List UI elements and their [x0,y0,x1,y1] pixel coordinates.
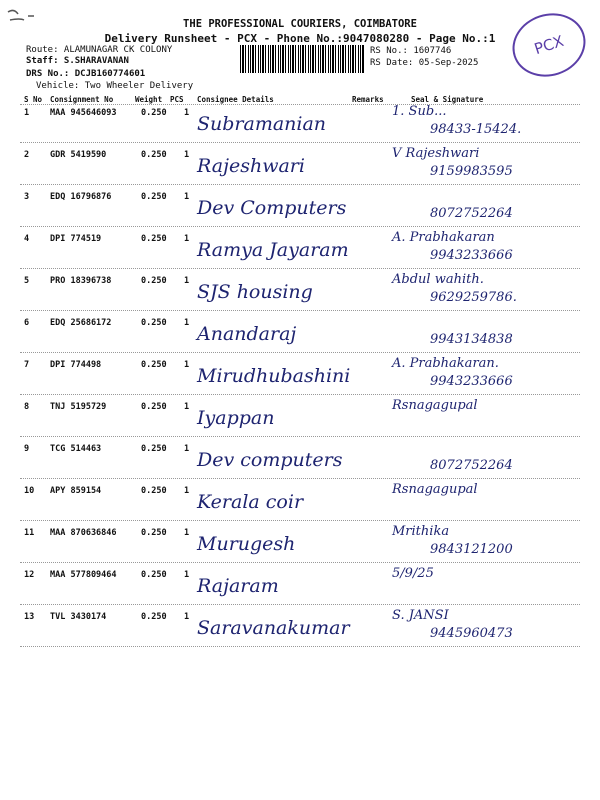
col-remarks: Remarks [352,95,384,104]
col-consignment-no: Consignment No [50,95,114,104]
row-signature: Rsnagagupal [392,398,478,413]
row-pcs: 1 [184,276,190,286]
row-consignment-no: PRO 18396738 [50,276,112,286]
row-signature-phone: 9943134838 [430,332,513,347]
row-consignment-no: MAA 577809464 [50,570,117,580]
row-weight: 0.250 [141,192,167,202]
row-consignee-handwritten: Rajeshwari [197,155,305,177]
row-consignment-no: EDQ 25686172 [50,318,112,328]
row-consignee-handwritten: Kerala coir [197,491,304,513]
row-consignee-handwritten: Subramanian [197,113,327,135]
row-consignment-no: EDQ 16796876 [50,192,112,202]
row-divider [20,394,580,395]
row-signature: Mrithika [392,524,450,539]
row-signature: 5/9/25 [392,566,434,581]
row-signature-phone: 8072752264 [430,458,513,473]
row-divider [20,604,580,605]
row-consignee-handwritten: Dev computers [197,449,343,471]
col-seal-signature: Seal & Signature [411,95,484,104]
row-signature-phone: 98433-15424. [430,122,522,137]
row-consignee-handwritten: SJS housing [197,281,313,303]
row-sno: 9 [24,444,30,454]
row-weight: 0.250 [141,402,167,412]
row-divider [20,436,580,437]
row-pcs: 1 [184,444,190,454]
row-consignee-handwritten: Dev Computers [197,197,347,219]
row-pcs: 1 [184,108,190,118]
row-consignment-no: APY 859154 [50,486,102,496]
row-weight: 0.250 [141,318,167,328]
row-pcs: 1 [184,486,190,496]
row-signature-phone: 8072752264 [430,206,513,221]
col-consignee-details: Consignee Details [197,95,274,104]
row-weight: 0.250 [141,444,167,454]
row-weight: 0.250 [141,570,167,580]
row-consignee-handwritten: Rajaram [197,575,279,597]
rs-date: RS Date: 05-Sep-2025 [370,58,479,68]
route-label: Route: ALAMUNAGAR CK COLONY [26,45,173,55]
row-consignee-handwritten: Murugesh [197,533,296,555]
row-consignment-no: TNJ 5195729 [50,402,107,412]
row-consignment-no: GDR 5419590 [50,150,107,160]
staff-label: Staff: S.SHARAVANAN [26,56,129,66]
row-signature: S. JANSI [392,608,449,623]
row-consignment-no: MAA 945646093 [50,108,117,118]
row-weight: 0.250 [141,234,167,244]
pcx-stamp: PCX [504,4,594,86]
row-sno: 4 [24,234,30,244]
sheet-subtitle: Delivery Runsheet - PCX - Phone No.:9047080280 - Page No.:1 [104,32,496,45]
row-signature-phone: 9629259786. [430,290,517,305]
row-pcs: 1 [184,150,190,160]
header-rule [20,104,580,105]
row-sno: 8 [24,402,30,412]
barcode [240,45,365,73]
col-pcs: PCS [170,95,184,104]
row-consignment-no: DPI 774498 [50,360,102,370]
row-weight: 0.250 [141,486,167,496]
row-signature: V Rajeshwari [392,146,480,161]
row-pcs: 1 [184,192,190,202]
row-divider [20,268,580,269]
row-sno: 1 [24,108,30,118]
row-signature-phone: 9943233666 [430,374,513,389]
col-sno: S No [24,95,43,104]
row-pcs: 1 [184,570,190,580]
row-weight: 0.250 [141,150,167,160]
rs-number: RS No.: 1607746 [370,46,452,56]
row-weight: 0.250 [141,360,167,370]
row-consignee-handwritten: Iyappan [197,407,275,429]
row-signature-phone: 9159983595 [430,164,513,179]
drs-label: DRS No.: DCJB160774601 [26,69,146,79]
col-weight: Weight [135,95,163,104]
row-sno: 13 [24,612,35,622]
row-divider [20,142,580,143]
row-sno: 3 [24,192,30,202]
row-pcs: 1 [184,612,190,622]
row-consignee-handwritten: Ramya Jayaram [197,239,349,261]
row-signature-phone: 9445960473 [430,626,513,641]
row-signature: A. Prabhakaran [392,230,495,245]
row-divider [20,478,580,479]
row-consignment-no: TVL 3430174 [50,612,107,622]
row-sno: 5 [24,276,30,286]
row-consignment-no: TCG 514463 [50,444,102,454]
row-signature-phone: 9943233666 [430,248,513,263]
row-consignee-handwritten: Anandaraj [197,323,297,345]
row-pcs: 1 [184,528,190,538]
row-divider [20,352,580,353]
row-signature-phone: 9843121200 [430,542,513,557]
row-consignment-no: DPI 774519 [50,234,102,244]
row-pcs: 1 [184,318,190,328]
row-sno: 12 [24,570,35,580]
row-sno: 7 [24,360,30,370]
row-sno: 6 [24,318,30,328]
row-signature: A. Prabhakaran. [392,356,499,371]
row-signature: Rsnagagupal [392,482,478,497]
row-pcs: 1 [184,234,190,244]
row-weight: 0.250 [141,108,167,118]
sheet-title: THE PROFESSIONAL COURIERS, COIMBATORE [183,18,417,30]
row-consignee-handwritten: Saravanakumar [197,617,350,639]
row-divider [20,646,580,647]
row-sno: 11 [24,528,35,538]
row-weight: 0.250 [141,276,167,286]
row-consignment-no: MAA 870636846 [50,528,117,538]
row-signature: 1. Sub... [392,104,447,119]
row-sno: 2 [24,150,30,160]
row-divider [20,562,580,563]
vehicle-label: Vehicle: Two Wheeler Delivery [36,81,194,91]
row-pcs: 1 [184,360,190,370]
row-divider [20,226,580,227]
row-divider [20,310,580,311]
row-sno: 10 [24,486,35,496]
row-pcs: 1 [184,402,190,412]
row-weight: 0.250 [141,528,167,538]
row-divider [20,520,580,521]
row-weight: 0.250 [141,612,167,622]
row-divider [20,184,580,185]
row-consignee-handwritten: Mirudhubashini [197,365,351,387]
row-signature: Abdul wahith. [392,272,484,287]
